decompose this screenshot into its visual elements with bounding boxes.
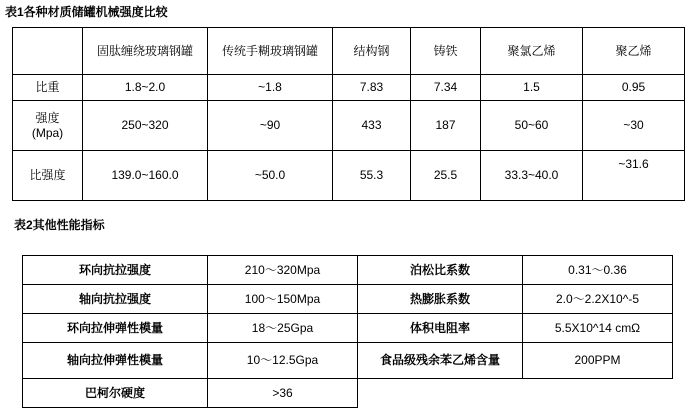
empty-cell-value xyxy=(523,379,673,408)
value-poisson-ratio: 0.31～0.36 xyxy=(523,256,673,285)
table-row xyxy=(23,343,673,379)
row-label-strength-line2: (Mpa) xyxy=(31,125,64,140)
table-row xyxy=(23,256,673,285)
label-volume-resistivity: 体积电阻率 xyxy=(358,314,523,343)
cell-strength-frp-wound: 250~320 xyxy=(83,101,208,151)
value-thermal-expansion: 2.0～2.2X10^-5 xyxy=(523,285,673,314)
row-label-strength xyxy=(13,101,83,151)
value-hoop-tensile-strength: 210～320Mpa xyxy=(208,256,358,285)
cell-density-frp-wound: 1.8~2.0 xyxy=(83,75,208,101)
label-hoop-modulus: 环向拉伸弹性模量 xyxy=(23,314,208,343)
table-header-row xyxy=(13,28,685,75)
label-axial-modulus: 轴向拉伸弹性模量 xyxy=(23,343,208,379)
cell-specific-strength-frp-wound: 139.0~160.0 xyxy=(83,151,208,201)
mechanical-strength-table xyxy=(12,27,685,201)
table-row xyxy=(13,75,685,101)
label-thermal-expansion: 热膨胀系数 xyxy=(358,285,523,314)
other-performance-table xyxy=(22,255,673,408)
header-cell-structural-steel: 结构钢 xyxy=(333,28,411,75)
header-cell-blank xyxy=(13,28,83,75)
table-row xyxy=(23,285,673,314)
label-hoop-tensile-strength: 环向抗拉强度 xyxy=(23,256,208,285)
value-hoop-modulus: 18～25Gpa xyxy=(208,314,358,343)
cell-density-cast-iron: 7.34 xyxy=(411,75,481,101)
cell-strength-cast-iron: 187 xyxy=(411,101,481,151)
label-residual-styrene: 食品级残余苯乙烯含量 xyxy=(358,343,523,379)
header-cell-pe: 聚乙烯 xyxy=(583,28,685,75)
table-row xyxy=(13,101,685,151)
label-axial-tensile-strength: 轴向抗拉强度 xyxy=(23,285,208,314)
table1-caption: 表1各种材质储罐机械强度比较 xyxy=(5,5,168,19)
header-cell-frp-handlayup: 传统手糊玻璃钢罐 xyxy=(208,28,333,75)
cell-specific-strength-frp-handlayup: ~50.0 xyxy=(208,151,333,201)
cell-strength-pe: ~30 xyxy=(583,101,685,151)
cell-density-pvc: 1.5 xyxy=(481,75,583,101)
table-row xyxy=(23,379,673,408)
value-barcol-hardness: >36 xyxy=(208,379,358,408)
label-barcol-hardness: 巴柯尔硬度 xyxy=(23,379,208,408)
cell-density-frp-handlayup: ~1.8 xyxy=(208,75,333,101)
label-poisson-ratio: 泊松比系数 xyxy=(358,256,523,285)
value-axial-modulus: 10～12.5Gpa xyxy=(208,343,358,379)
value-volume-resistivity: 5.5X10^14 cmΩ xyxy=(523,314,673,343)
cell-strength-structural-steel: 433 xyxy=(333,101,411,151)
value-residual-styrene: 200PPM xyxy=(523,343,673,379)
row-label-specific-strength: 比强度 xyxy=(13,151,83,201)
cell-density-pe: 0.95 xyxy=(583,75,685,101)
header-cell-frp-wound: 固肽缠绕玻璃钢罐 xyxy=(83,28,208,75)
header-cell-cast-iron: 铸铁 xyxy=(411,28,481,75)
cell-specific-strength-cast-iron: 25.5 xyxy=(411,151,481,201)
table-row xyxy=(23,314,673,343)
cell-specific-strength-structural-steel: 55.3 xyxy=(333,151,411,201)
cell-specific-strength-pe: ~31.6 xyxy=(583,151,685,201)
header-cell-pvc: 聚氯乙烯 xyxy=(481,28,583,75)
value-axial-tensile-strength: 100～150Mpa xyxy=(208,285,358,314)
row-label-strength-line1: 强度 xyxy=(35,110,60,125)
cell-specific-strength-pvc: 33.3~40.0 xyxy=(481,151,583,201)
empty-cell-label xyxy=(358,379,523,408)
row-label-density: 比重 xyxy=(13,75,83,101)
cell-strength-frp-handlayup: ~90 xyxy=(208,101,333,151)
table2-caption: 表2其他性能指标 xyxy=(14,218,105,232)
cell-strength-pvc: 50~60 xyxy=(481,101,583,151)
table-row xyxy=(13,151,685,201)
cell-density-structural-steel: 7.83 xyxy=(333,75,411,101)
